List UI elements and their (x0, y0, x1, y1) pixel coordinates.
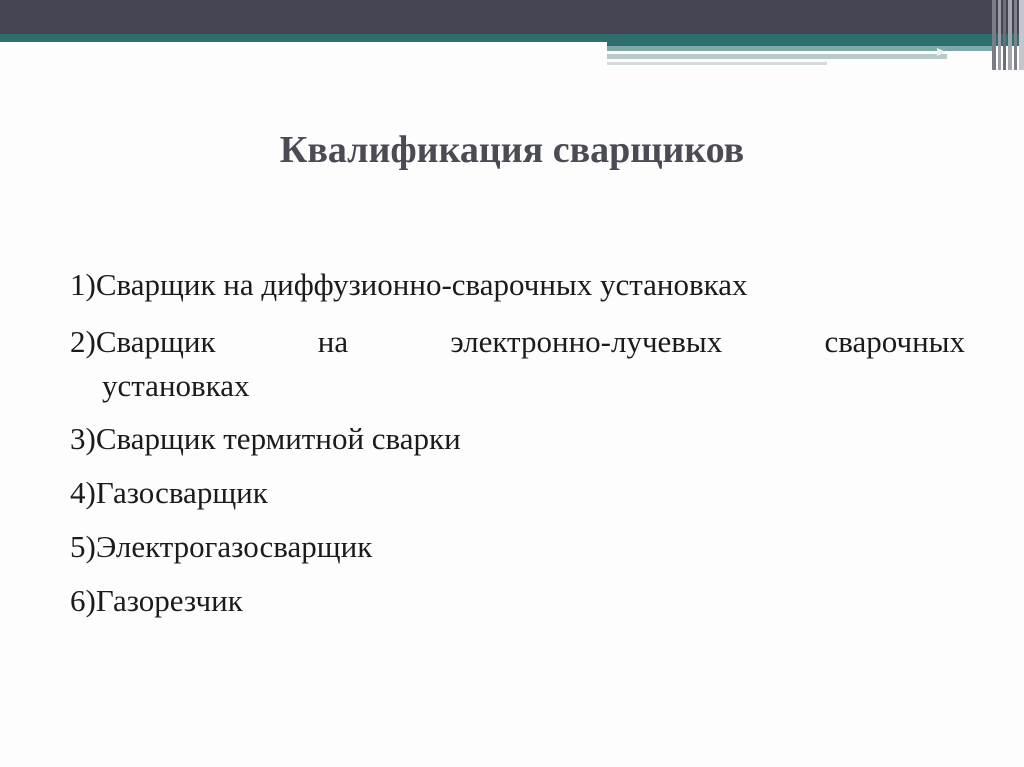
list-item-text: 3)Сварщик термитной сварки (70, 421, 461, 456)
list-item-text: 5)Электрогазосварщик (70, 529, 373, 564)
list-item (70, 524, 965, 570)
list-item (70, 320, 965, 408)
list-item-text: 1)Сварщик на диффузионно-сварочных установках (70, 267, 748, 302)
list-item-text (70, 320, 965, 408)
vertical-stripe (1019, 0, 1024, 70)
vertical-stripe (1014, 0, 1017, 70)
header-teal-bar-left (0, 34, 607, 42)
list-item-line: 2)Сварщик на электронно-лучевых сварочных (70, 324, 965, 359)
list-item (70, 470, 965, 516)
vertical-stripe (1008, 0, 1012, 70)
slide-title: Квалификация сварщиков (279, 129, 745, 171)
list-item-line: установках (102, 368, 250, 403)
header-strip (607, 54, 947, 59)
vertical-stripe (992, 0, 996, 70)
list-item-text: 6)Газорезчик (70, 583, 243, 618)
vertical-stripe (998, 0, 1001, 70)
arrow-decoration-icon (937, 48, 946, 56)
header-teal-bar-right (607, 34, 1024, 46)
list-item (70, 262, 965, 308)
list-item (70, 416, 965, 462)
header-dark-bar (0, 0, 1024, 34)
list-item (70, 578, 965, 624)
qualification-list (70, 262, 965, 624)
header-strip (607, 62, 827, 65)
vertical-stripe (1003, 0, 1006, 70)
list-item-text: 4)Газосварщик (70, 475, 268, 510)
